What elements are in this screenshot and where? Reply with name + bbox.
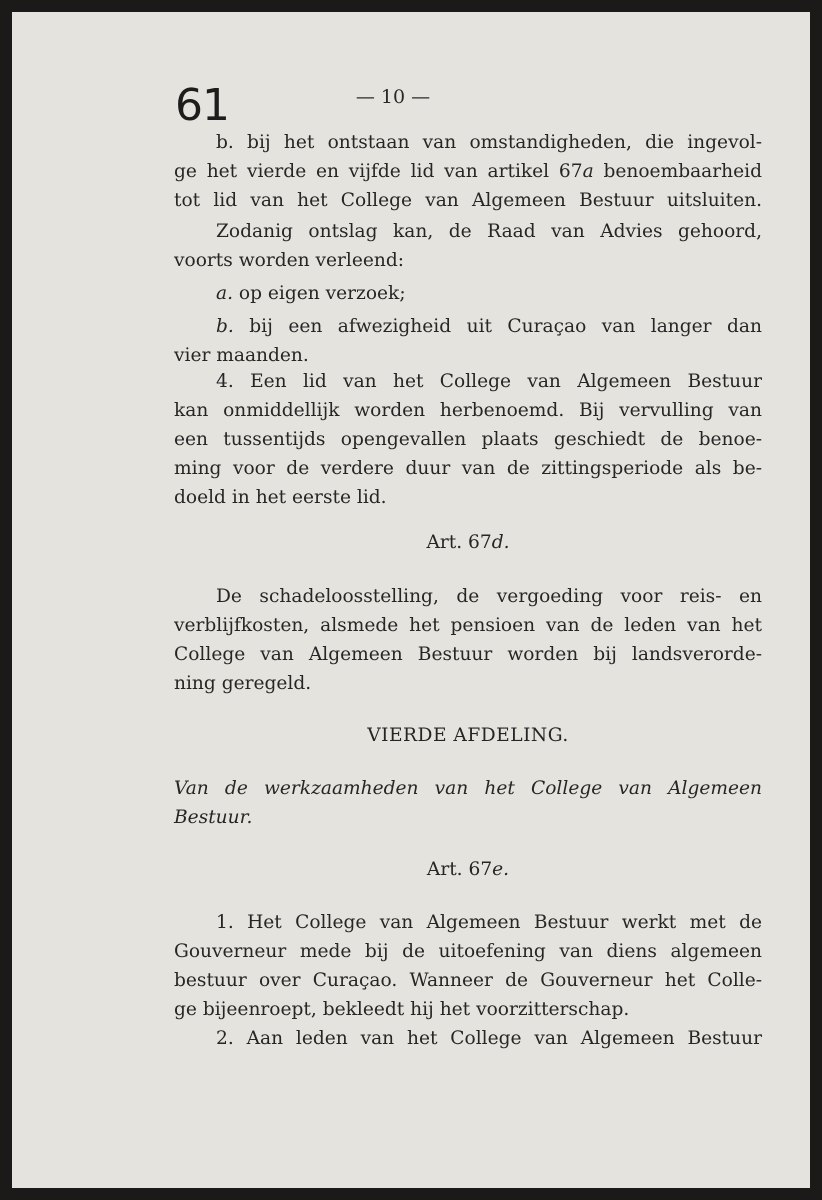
document-page: [12, 12, 810, 1188]
paragraph-b-omstandigheden: b. bij het ontstaan van omstandigheden, die ingevol- ge het vierde en vijfde lid van artikel 67a benoembaarheid tot lid van het College van Algemeen Bestuur uitsluiten.: [174, 132, 762, 211]
article-heading-67d: Art. 67d.: [426, 532, 510, 553]
section-subtitle: Van de werkzaamheden van het College van Algemeen Bestuur.: [174, 778, 762, 828]
paragraph-schadeloosstelling: De schadeloosstelling, de vergoeding voor reis- en verblijfkosten, alsmede het pensioen van de leden van het College van Algemeen Bestuur worden bij landsverorde- ning geregeld.: [174, 586, 762, 694]
paragraph-ontslag: Zodanig ontslag kan, de Raad van Advies gehoord, voorts worden verleend:: [174, 221, 762, 271]
article-heading-67e: Art. 67e.: [426, 859, 510, 880]
paragraph-4-herbenoeming: 4. Een lid van het College van Algemeen Bestuur kan onmiddellijk worden herbenoemd. Bij vervulling van een tussentijds opengevallen plaats geschiedt de benoe- ming voor de verdere duur van de zittingsperiode als be- doeld in het eerste lid.: [174, 371, 762, 508]
stamp-number: 61: [175, 80, 229, 131]
paragraph-college-werkt-mede: 1. Het College van Algemeen Bestuur werkt met de Gouverneur mede bij de uitoefening van diens algemeen bestuur over Curaçao. Wanneer de Gouverneur het Colle- ge bijeenroept, bekleedt hij het voorzitterschap. 2. Aan leden van het College van Algemeen Bestuur: [174, 912, 762, 1049]
paragraph-afwezigheid: b. bij een afwezigheid uit Curaçao van langer dan vier maanden.: [174, 316, 762, 366]
section-title: VIERDE AFDELING.: [367, 725, 569, 746]
paragraph-ontslag-gronden: a. op eigen verzoek;: [216, 283, 406, 304]
page-number: — 10 —: [355, 86, 431, 108]
